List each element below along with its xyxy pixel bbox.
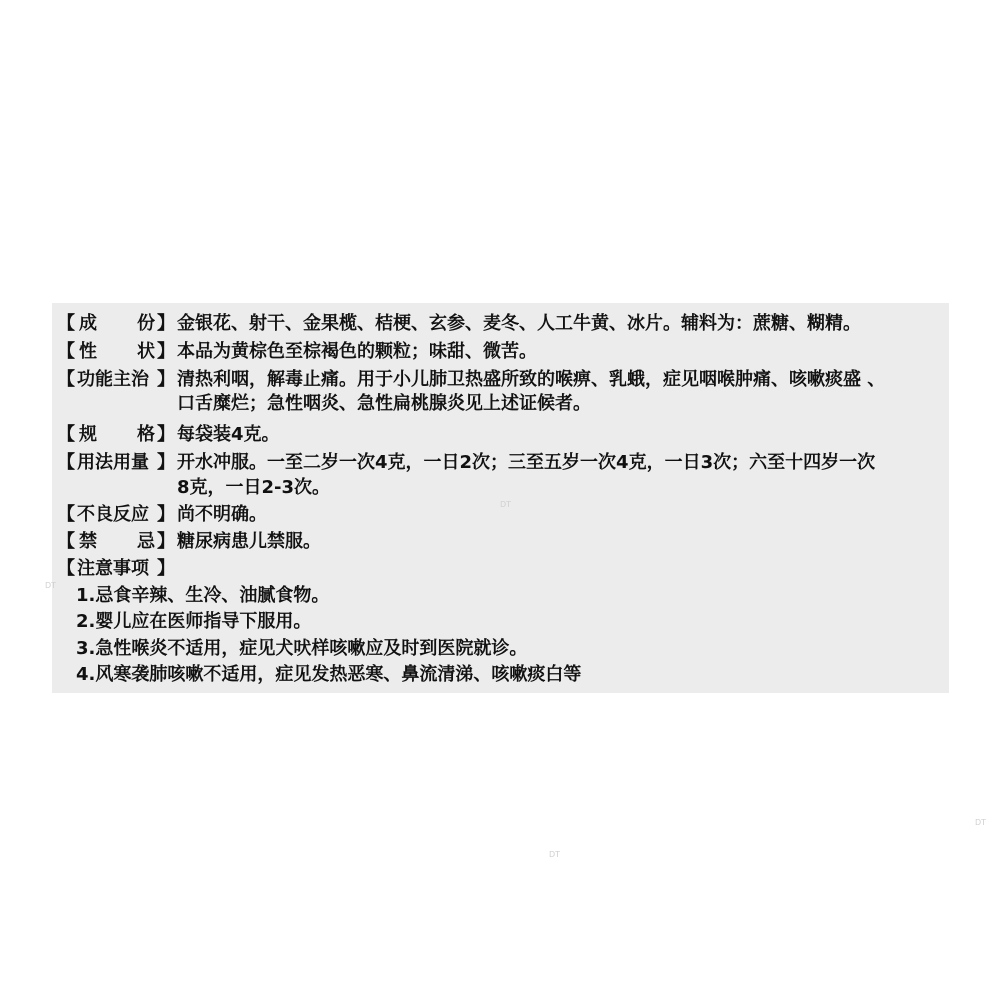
bracket-open: 【 — [57, 452, 75, 473]
bracket-close: 】 — [157, 341, 175, 362]
section-adverse-reactions-header — [57, 505, 175, 525]
watermark: DT — [549, 850, 561, 859]
precaution-item-4: 4.风寒袭肺咳嗽不适用，症见发热恶寒、鼻流清涕、咳嗽痰白等 — [76, 664, 582, 685]
bracket-open: 【 — [57, 558, 75, 579]
bracket-open: 【 — [57, 313, 75, 334]
bracket-open: 【 — [57, 424, 75, 445]
section-ingredients-header — [57, 314, 175, 334]
bracket-open: 【 — [57, 504, 75, 525]
ingredients-text: 金银花、射干、金果榄、桔梗、玄参、麦冬、人工牛黄、冰片。辅料为：蔗糖、糊精。 — [177, 313, 861, 334]
header-char: 忌 — [137, 531, 155, 552]
header-char: 份 — [137, 313, 155, 334]
precaution-item-2: 2.婴儿应在医师指导下服用。 — [76, 611, 312, 632]
bracket-close: 】 — [157, 531, 175, 552]
bracket-close: 】 — [157, 424, 175, 445]
header-label: 功能主治 — [77, 369, 149, 390]
watermark: DT — [975, 818, 987, 827]
section-contraindications-header — [57, 532, 175, 552]
precaution-item-3: 3.急性喉炎不适用，症见犬吠样咳嗽应及时到医院就诊。 — [76, 638, 528, 659]
bracket-close: 】 — [157, 558, 175, 579]
contraindications-text: 糖尿病患儿禁服。 — [177, 531, 321, 552]
header-char: 规 — [79, 424, 97, 445]
watermark: DT — [500, 500, 512, 509]
bracket-close: 】 — [157, 452, 175, 473]
bracket-close: 】 — [157, 504, 175, 525]
header-char: 状 — [137, 341, 155, 362]
header-label: 用法用量 — [77, 452, 149, 473]
bracket-open: 【 — [57, 341, 75, 362]
section-properties-header — [57, 342, 175, 362]
section-indications-header — [57, 370, 175, 390]
specification-text: 每袋装4克。 — [177, 424, 280, 445]
section-specification-header — [57, 425, 175, 445]
adverse-reactions-text: 尚不明确。 — [177, 504, 267, 525]
properties-text: 本品为黄棕色至棕褐色的颗粒；味甜、微苦。 — [177, 341, 537, 362]
watermark: DT — [45, 581, 57, 590]
drug-label-card — [52, 303, 949, 693]
header-char: 成 — [79, 313, 97, 334]
bracket-close: 】 — [157, 313, 175, 334]
header-char: 性 — [79, 341, 97, 362]
bracket-open: 【 — [57, 369, 75, 390]
section-precautions-header — [57, 559, 175, 579]
indications-text-line-2: 口舌糜烂；急性咽炎、急性扁桃腺炎见上述证候者。 — [177, 393, 591, 414]
header-char: 格 — [137, 424, 155, 445]
header-char: 禁 — [79, 531, 97, 552]
dosage-text-line-2: 8克，一日2-3次。 — [177, 477, 331, 498]
header-label: 注意事项 — [77, 558, 149, 579]
dosage-text-line-1: 开水冲服。一至二岁一次4克，一日2次；三至五岁一次4克，一日3次；六至十四岁一次 — [177, 452, 876, 473]
bracket-open: 【 — [57, 531, 75, 552]
header-label: 不良反应 — [77, 504, 149, 525]
precaution-item-1: 1.忌食辛辣、生冷、油腻食物。 — [76, 585, 330, 606]
bracket-close: 】 — [157, 369, 175, 390]
indications-text-line-1: 清热利咽，解毒止痛。用于小儿肺卫热盛所致的喉痹、乳蛾，症见咽喉肿痛、咳嗽痰盛 、 — [177, 369, 886, 390]
section-dosage-header — [57, 453, 175, 473]
